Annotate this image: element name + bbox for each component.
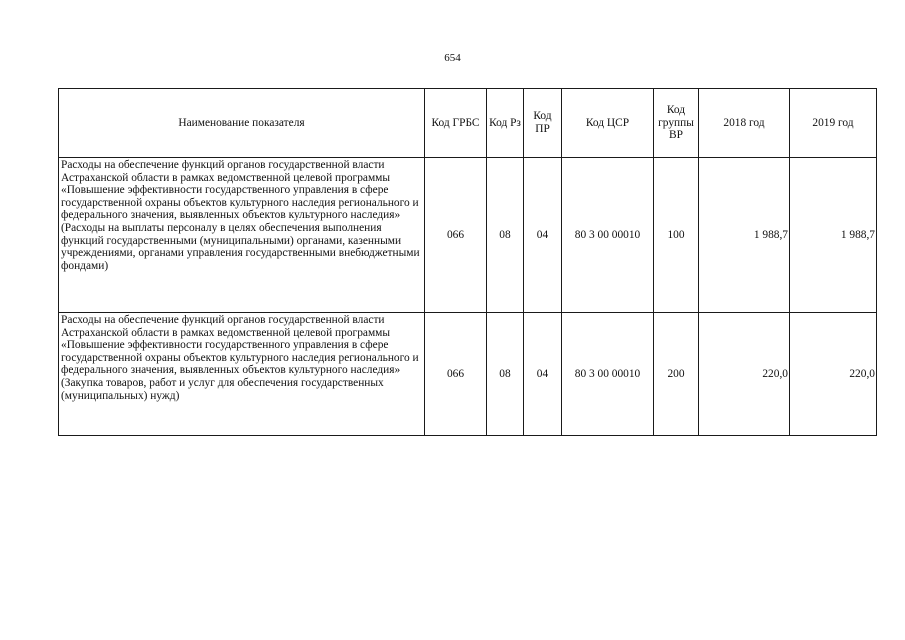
- header-csr: Код ЦСР: [562, 89, 654, 158]
- row-csr: 80 3 00 00010: [562, 313, 654, 436]
- row-2018: 1 988,7: [699, 158, 790, 313]
- table-row: [59, 313, 877, 436]
- row-name: Расходы на обеспечение функций органов государственной власти Астраханской области в рамках ведомственной целевой программы «Повышение эффективности государственного управления в сфере государственной охраны объектов культурного наследия регионального и федерального значения, выявленных объектов культурного наследия» (Расходы на выплаты персоналу в целях обеспечения выполнения функций государственными (муниципальными) органами, казенными учреждениями, органами управления государственными внебюджетными фондами): [59, 158, 425, 313]
- budget-table: [58, 88, 877, 436]
- row-pr: 04: [524, 158, 562, 313]
- header-2018: 2018 год: [699, 89, 790, 158]
- row-grbs: 066: [425, 158, 487, 313]
- row-rz: 08: [487, 313, 524, 436]
- header-vr: Код группы ВР: [654, 89, 699, 158]
- row-vr: 200: [654, 313, 699, 436]
- row-pr: 04: [524, 313, 562, 436]
- row-vr: 100: [654, 158, 699, 313]
- table-header-row: [59, 89, 877, 158]
- header-2019: 2019 год: [790, 89, 877, 158]
- row-2019: 1 988,7: [790, 158, 877, 313]
- row-csr: 80 3 00 00010: [562, 158, 654, 313]
- row-name: Расходы на обеспечение функций органов государственной власти Астраханской области в рамках ведомственной целевой программы «Повышение эффективности государственного управления в сфере государственной охраны объектов культурного наследия регионального и федерального значения, выявленных объектов культурного наследия» (Закупка товаров, работ и услуг для обеспечения государственных (муниципальных) нужд): [59, 313, 425, 436]
- header-pr: Код ПР: [524, 89, 562, 158]
- table-row: [59, 158, 877, 313]
- page-number: 654: [444, 52, 461, 64]
- header-grbs: Код ГРБС: [425, 89, 487, 158]
- header-name: Наименование показателя: [59, 89, 425, 158]
- row-grbs: 066: [425, 313, 487, 436]
- header-rz: Код Рз: [487, 89, 524, 158]
- row-2019: 220,0: [790, 313, 877, 436]
- row-rz: 08: [487, 158, 524, 313]
- row-2018: 220,0: [699, 313, 790, 436]
